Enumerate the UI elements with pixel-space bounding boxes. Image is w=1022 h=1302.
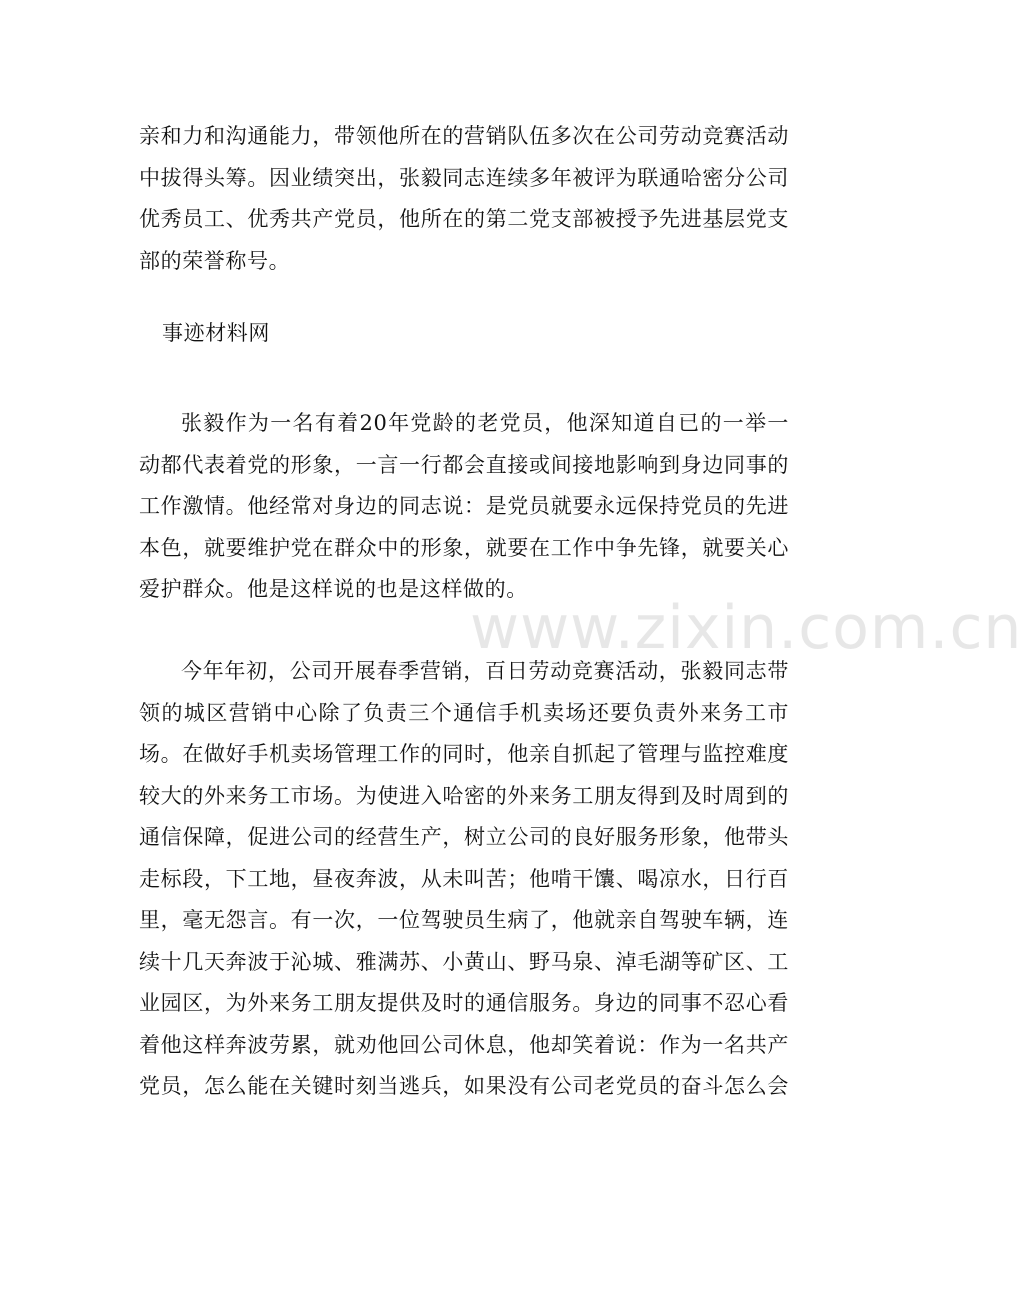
paragraph-1-line: 优秀员工、优秀共产党员，他所在的第二党支部被授予先进基层党支: [139, 207, 789, 231]
paragraph-1-line: 中拔得头筹。因业绩突出，张毅同志连续多年被评为联通哈密分公司: [139, 165, 789, 190]
watermark: www.zixin.com.cn: [470, 593, 1022, 663]
paragraph-2-line: 工作激情。他经常对身边的同志说：是党员就要永远保持党员的先进: [139, 494, 789, 518]
paragraph-2-line: 本色，就要维护党在群众中的形象，就要在工作中争先锋，就要关心: [139, 535, 789, 560]
paragraph-2: [139, 403, 789, 611]
paragraph-3-line: 通信保障，促进公司的经营生产，树立公司的良好服务形象，他带头: [139, 825, 789, 849]
paragraph-1: [139, 116, 789, 282]
paragraph-3-line: 今年年初，公司开展春季营销，百日劳动竞赛活动，张毅同志带: [181, 659, 789, 683]
section-heading: 事迹材料网: [162, 321, 270, 345]
paragraph-3-line: 场。在做好手机卖场管理工作的同时，他亲自抓起了管理与监控难度: [139, 742, 789, 766]
paragraph-3-line: 业园区，为外来务工朋友提供及时的通信服务。身边的同事不忍心看: [139, 991, 789, 1015]
paragraph-3-line: 里，毫无怨言。有一次，一位驾驶员生病了，他就亲自驾驶车辆，连: [139, 908, 789, 932]
paragraph-3-line: 党员，怎么能在关键时刻当逃兵，如果没有公司老党员的奋斗怎么会: [139, 1074, 789, 1098]
paragraph-3-line: 续十几天奔波于沁城、雅满苏、小黄山、野马泉、淖毛湖等矿区、工: [139, 949, 789, 974]
paragraph-3: [139, 651, 789, 1108]
paragraph-3-line: 走标段，下工地，昼夜奔波，从未叫苦；他啃干馕、喝凉水，日行百: [139, 866, 789, 891]
paragraph-3-line: 较大的外来务工市场。为使进入哈密的外来务工朋友得到及时周到的: [139, 783, 789, 808]
paragraph-1-line: 部的荣誉称号。: [139, 248, 291, 273]
paragraph-2-line: 张毅作为一名有着20年党龄的老党员，他深知道自已的一举一: [181, 411, 789, 435]
paragraph-2-line: 爱护群众。他是这样说的也是这样做的。: [139, 577, 528, 601]
paragraph-3-line: 领的城区营销中心除了负责三个通信手机卖场还要负责外来务工市: [139, 700, 789, 725]
paragraph-3-line: 着他这样奔波劳累，就劝他回公司休息，他却笑着说：作为一名共产: [139, 1032, 789, 1057]
paragraph-2-line: 动都代表着党的形象，一言一行都会直接或间接地影响到身边同事的: [139, 452, 789, 477]
paragraph-1-line: 亲和力和沟通能力，带领他所在的营销队伍多次在公司劳动竞赛活动: [139, 124, 789, 148]
